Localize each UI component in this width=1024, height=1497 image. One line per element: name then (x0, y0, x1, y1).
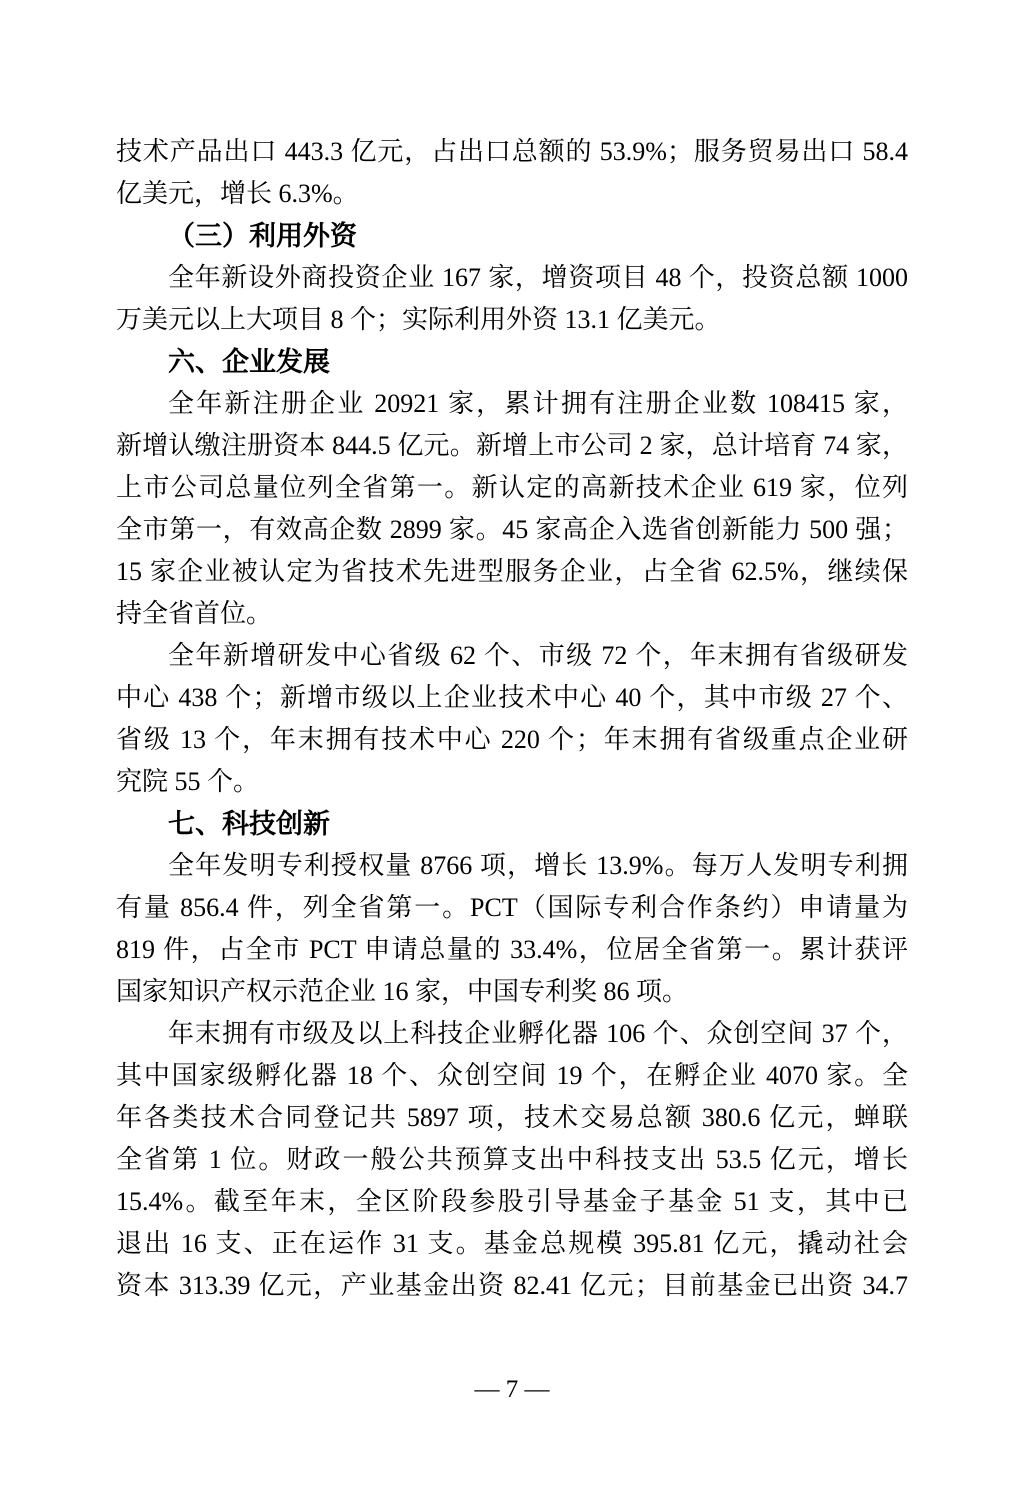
text-line: 全年新增研发中心省级 62 个、市级 72 个，年末拥有省级研发 (168, 641, 908, 670)
text-line: 上市公司总量位列全省第一。新认定的高新技术企业 619 家，位列 (116, 473, 908, 502)
text-line: 省级 13 个，年末拥有技术中心 220 个；年末拥有省级重点企业研 (116, 725, 908, 754)
text-line: 全省第 1 位。财政一般公共预算支出中科技支出 53.5 亿元，增长 (116, 1145, 908, 1174)
text-line: 全年新注册企业 20921 家，累计拥有注册企业数 108415 家， (168, 389, 908, 418)
page-number: — 7 — (474, 1376, 550, 1403)
text-line: 技术产品出口 443.3 亿元，占出口总额的 53.9%；服务贸易出口 58.4 (116, 137, 908, 166)
text-line: 年各类技术合同登记共 5897 项，技术交易总额 380.6 亿元，蝉联 (116, 1103, 908, 1132)
text-line: 819 件，占全市 PCT 申请总量的 33.4%，位居全省第一。累计获评 (116, 935, 908, 964)
document-body (116, 131, 908, 1307)
text-line: 中心 438 个；新增市级以上企业技术中心 40 个，其中市级 27 个、 (116, 683, 908, 712)
section-heading: （三）利用外资 (168, 221, 357, 251)
text-line: 新增认缴注册资本 844.5 亿元。新增上市公司 2 家，总计培育 74 家， (116, 431, 908, 460)
text-line: 全年新设外商投资企业 167 家，增资项目 48 个，投资总额 1000 (168, 263, 908, 292)
section-heading: 六、企业发展 (168, 347, 330, 377)
text-line: 全年发明专利授权量 8766 项，增长 13.9%。每万人发明专利拥 (168, 851, 908, 880)
text-line: 亿美元，增长 6.3%。 (116, 179, 359, 208)
text-line: 其中国家级孵化器 18 个、众创空间 19 个，在孵企业 4070 家。全 (116, 1061, 908, 1090)
page-footer (0, 1370, 1024, 1410)
text-line: 万美元以上大项目 8 个；实际利用外资 13.1 亿美元。 (116, 305, 721, 334)
text-line: 国家知识产权示范企业 16 家，中国专利奖 86 项。 (116, 977, 689, 1006)
text-line: 有量 856.4 件，列全省第一。PCT（国际专利合作条约）申请量为 (116, 893, 908, 922)
text-line: 年末拥有市级及以上科技企业孵化器 106 个、众创空间 37 个， (168, 1019, 908, 1048)
text-line: 15.4%。截至年末，全区阶段参股引导基金子基金 51 支，其中已 (116, 1187, 908, 1216)
section-heading: 七、科技创新 (168, 809, 330, 839)
text-line: 究院 55 个。 (116, 767, 260, 796)
text-line: 15 家企业被认定为省技术先进型服务企业，占全省 62.5%，继续保 (116, 557, 908, 586)
text-line: 持全省首位。 (116, 599, 273, 628)
text-line: 退出 16 支、正在运作 31 支。基金总规模 395.81 亿元，撬动社会 (116, 1229, 908, 1258)
text-line: 资本 313.39 亿元，产业基金出资 82.41 亿元；目前基金已出资 34.7 (116, 1271, 908, 1300)
text-line: 全市第一，有效高企数 2899 家。45 家高企入选省创新能力 500 强； (116, 515, 908, 544)
